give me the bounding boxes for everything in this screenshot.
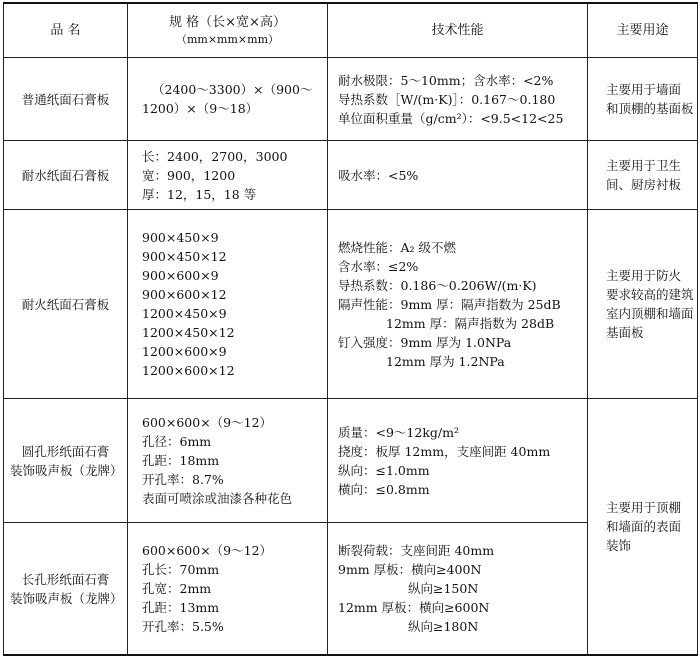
spec-line: 600×600×（9～12） [142, 543, 273, 558]
name-line: 圆孔形纸面石膏 [21, 443, 110, 459]
spec-cell [128, 399, 328, 523]
use-cell [588, 141, 698, 210]
spec-line: 900×600×9 [142, 268, 219, 283]
use-line: 和顶棚的基面板 [606, 101, 694, 116]
spec-cell [128, 58, 328, 141]
tech-line: 12mm 厚为 1.2NPa [386, 353, 505, 369]
tech-cell [328, 523, 588, 656]
header-spec [128, 3, 328, 58]
spec-line: 厚：12，15，18 等 [142, 186, 257, 202]
spec-line: 孔距：18mm [142, 453, 220, 468]
table-row [4, 210, 698, 399]
tech-line: 钉入强度：9mm 厚为 1.0NPa [338, 334, 512, 350]
tech-line: 纵向：≤1.0mm [338, 462, 430, 478]
spec-line: 1200×450×9 [142, 306, 227, 321]
table-header-row [4, 3, 698, 58]
use-line: 主要用于顶棚 [606, 500, 682, 515]
product-name [4, 399, 128, 523]
product-name: 耐火纸面石膏板 [4, 210, 128, 399]
spec-line: 开孔率：5.5% [142, 619, 224, 634]
tech-line: 导热系数［W/(m·K)］：0.167～0.180 [338, 91, 556, 107]
spec-line: 1200）×（9～18） [142, 101, 259, 116]
spec-line: 孔长：70mm [142, 562, 220, 577]
use-cell [588, 58, 698, 141]
shared-use-cell [588, 399, 698, 656]
header-tech: 技术性能 [328, 3, 588, 58]
use-line: 主要用于卫生 [606, 158, 682, 173]
use-line: 基面板 [606, 325, 644, 340]
use-line: 和墙面的表面 [606, 519, 682, 534]
gypsum-board-table [3, 2, 698, 656]
tech-line: 吸水率：<5% [338, 167, 419, 183]
tech-cell [328, 399, 588, 523]
tech-line: 横向：≤0.8mm [338, 481, 430, 497]
tech-line: 耐水极限：5～10mm；含水率：<2% [338, 72, 554, 88]
use-line: 装饰 [606, 538, 632, 553]
tech-line: 挠度：板厚 12mm，支座间距 40mm [338, 443, 551, 459]
spec-line: 长：2400，2700，3000 [142, 148, 288, 164]
spec-line: 900×450×9 [142, 230, 219, 245]
name-line: 装饰吸声板（龙牌） [10, 590, 123, 606]
tech-line: 纵向≥180N [408, 619, 479, 634]
tech-line: 12mm 厚板：横向≥600N [338, 600, 490, 615]
use-line: 间、厨房衬板 [606, 177, 682, 192]
spec-line: 表面可喷涂或油漆各种花色 [142, 491, 293, 506]
product-name: 普通纸面石膏板 [4, 58, 128, 141]
spec-line: 宽：900，1200 [142, 167, 236, 183]
tech-cell [328, 141, 588, 210]
spec-line: 1200×600×9 [142, 344, 227, 359]
spec-cell [128, 141, 328, 210]
spec-line: 开孔率：8.7% [142, 472, 224, 487]
spec-line: 孔径：6mm [142, 434, 212, 449]
spec-line: 1200×600×12 [142, 363, 235, 378]
header-spec-label: 规 格（长×宽×高） [169, 15, 286, 30]
use-line: 主要用于墙面 [606, 82, 682, 97]
tech-cell [328, 210, 588, 399]
tech-line: 断裂荷载：支座间距 40mm [338, 543, 495, 558]
table-row [4, 399, 698, 523]
spec-line: （2400～3300）×（900～ [152, 82, 313, 97]
use-cell [588, 210, 698, 399]
spec-line: 孔宽：2mm [142, 581, 212, 596]
tech-line: 燃烧性能：A₂ 级不燃 [338, 239, 457, 255]
tech-line: 质量：<9～12kg/m² [338, 424, 459, 440]
product-name [4, 523, 128, 656]
name-line: 装饰吸声板（龙牌） [10, 462, 123, 478]
spec-cell [128, 523, 328, 656]
spec-line: 1200×450×12 [142, 325, 235, 340]
tech-line: 隔声性能：9mm 厚：隔声指数为 25dB [338, 296, 561, 312]
header-spec-unit: （mm×mm×mm） [175, 33, 280, 46]
use-line: 室内顶棚和墙面 [606, 306, 694, 321]
tech-line: 含水率：≤2% [338, 258, 419, 274]
tech-line: 9mm 厚板：横向≥400N [338, 562, 482, 577]
tech-line: 单位面积重量（g/cm²）：<9.5<12<25 [338, 110, 564, 126]
header-name: 品 名 [4, 3, 128, 58]
name-line: 长孔形纸面石膏 [21, 571, 110, 587]
spec-line: 600×600×（9～12） [142, 415, 273, 430]
spec-line: 900×600×12 [142, 287, 227, 302]
tech-line: 12mm 厚：隔声指数为 28dB [386, 315, 555, 331]
use-line: 主要用于防火 [606, 268, 682, 283]
header-use: 主要用途 [588, 3, 698, 58]
tech-cell [328, 58, 588, 141]
tech-line: 导热系数：0.186～0.206W/(m·K) [338, 277, 537, 293]
use-line: 要求较高的建筑 [606, 287, 694, 302]
product-name: 耐水纸面石膏板 [4, 141, 128, 210]
table-row [4, 58, 698, 141]
spec-line: 900×450×12 [142, 249, 227, 264]
table-row [4, 141, 698, 210]
tech-line: 纵向≥150N [408, 581, 479, 596]
spec-line: 孔距：13mm [142, 600, 220, 615]
spec-cell [128, 210, 328, 399]
